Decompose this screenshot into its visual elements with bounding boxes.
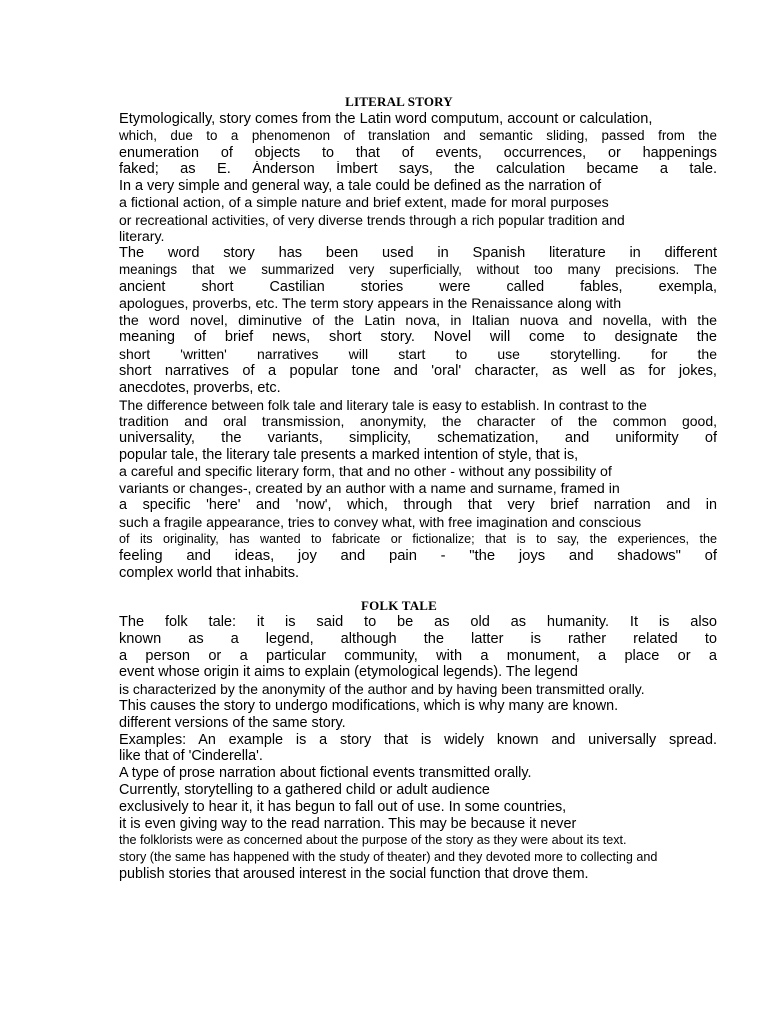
text-line: meaning of brief news, short story. Novel will come to designate the: [119, 329, 717, 346]
text-line: it is even giving way to the read narration. This may be because it never: [119, 815, 577, 832]
text-line: apologues, proverbs, etc. The term story appears in the Renaissance along with: [119, 295, 622, 312]
text-line: faked; as E. Ánderson Ímbert says, the calculation became a tale.: [119, 161, 717, 178]
text-line: is characterized by the anonymity of the author and by having been transmitted orally.: [119, 681, 645, 698]
text-line: short narratives of a popular tone and 'oral' character, as well as for jokes,: [119, 362, 717, 379]
text-line: short 'written' narratives will start to use storytelling. for the: [119, 346, 717, 363]
text-line: The word story has been used in Spanish literature in different: [119, 245, 717, 262]
text-line: literary.: [119, 228, 165, 245]
text-line: meanings that we summarized very superficially, without too many precisions. The: [119, 262, 717, 278]
text-line: Currently, storytelling to a gathered child or adult audience: [119, 781, 490, 798]
text-line: exclusively to hear it, it has begun to fall out of use. In some countries,: [119, 798, 567, 815]
text-line: The difference between folk tale and literary tale is easy to establish. In contrast to the: [119, 396, 647, 413]
text-line: enumeration of objects to that of events, occurrences, or happenings: [119, 144, 717, 161]
text-line: In a very simple and general way, a tale could be defined as the narration of: [119, 178, 602, 195]
text-line: This causes the story to undergo modifications, which is why many are known.: [119, 697, 619, 714]
text-line: anecdotes, proverbs, etc.: [119, 379, 281, 396]
section-body-literal-story: [119, 111, 717, 581]
text-line: Etymologically, story comes from the Latin word computum, account or calculation,: [119, 111, 653, 127]
text-line: which, due to a phenomenon of translation and semantic sliding, passed from the: [119, 127, 717, 143]
text-line: Examples: An example is a story that is widely known and universally spread.: [119, 731, 717, 748]
text-line: universality, the variants, simplicity, schematization, and uniformity of: [119, 430, 717, 447]
text-line: like that of 'Cinderella'.: [119, 748, 263, 765]
text-line: known as a legend, although the latter is rather related to: [119, 630, 717, 647]
text-line: event whose origin it aims to explain (etymological legends). The legend: [119, 664, 578, 681]
text-line: ancient short Castilian stories were called fables, exempla,: [119, 278, 717, 295]
text-line: story (the same has happened with the study of theater) and they devoted more to collecting and: [119, 850, 658, 865]
text-line: variants or changes-, created by an author with a name and surname, framed in: [119, 480, 620, 497]
text-line: such a fragile appearance, tries to convey what, with free imagination and conscious: [119, 514, 642, 531]
text-line: the folklorists were as concerned about the purpose of the story as they were about its text.: [119, 833, 627, 848]
text-line: complex world that inhabits.: [119, 564, 300, 581]
text-line: The folk tale: it is said to be as old as humanity. It is also: [119, 614, 717, 630]
text-line: feeling and ideas, joy and pain - "the joys and shadows" of: [119, 547, 717, 564]
text-line: a specific 'here' and 'now', which, through that very brief narration and in: [119, 497, 717, 514]
text-line: the word novel, diminutive of the Latin nova, in Italian nuova and novella, with the: [119, 312, 717, 329]
text-line: a careful and specific literary form, that and no other - without any possibility of: [119, 463, 612, 480]
text-line: of its originality, has wanted to fabricate or fictionalize; that is to say, the experiences, the: [119, 531, 717, 546]
text-line: A type of prose narration about fictional events transmitted orally.: [119, 765, 532, 782]
text-line: different versions of the same story.: [119, 714, 346, 731]
text-line: a fictional action, of a simple nature and brief extent, made for moral purposes: [119, 194, 609, 211]
section-body-folk-tale: [119, 614, 717, 883]
text-line: tradition and oral transmission, anonymity, the character of the common good,: [119, 413, 717, 430]
text-line: or recreational activities, of very diverse trends through a rich popular tradition and: [119, 211, 625, 228]
section-title-folk-tale: FOLK TALE: [360, 598, 438, 613]
text-line: publish stories that aroused interest in the social function that drove them.: [119, 865, 589, 882]
section-title-literal-story: LITERAL STORY: [345, 94, 453, 109]
text-line: popular tale, the literary tale presents a marked intention of style, that is,: [119, 446, 579, 463]
text-line: a person or a particular community, with a monument, a place or a: [119, 647, 717, 664]
